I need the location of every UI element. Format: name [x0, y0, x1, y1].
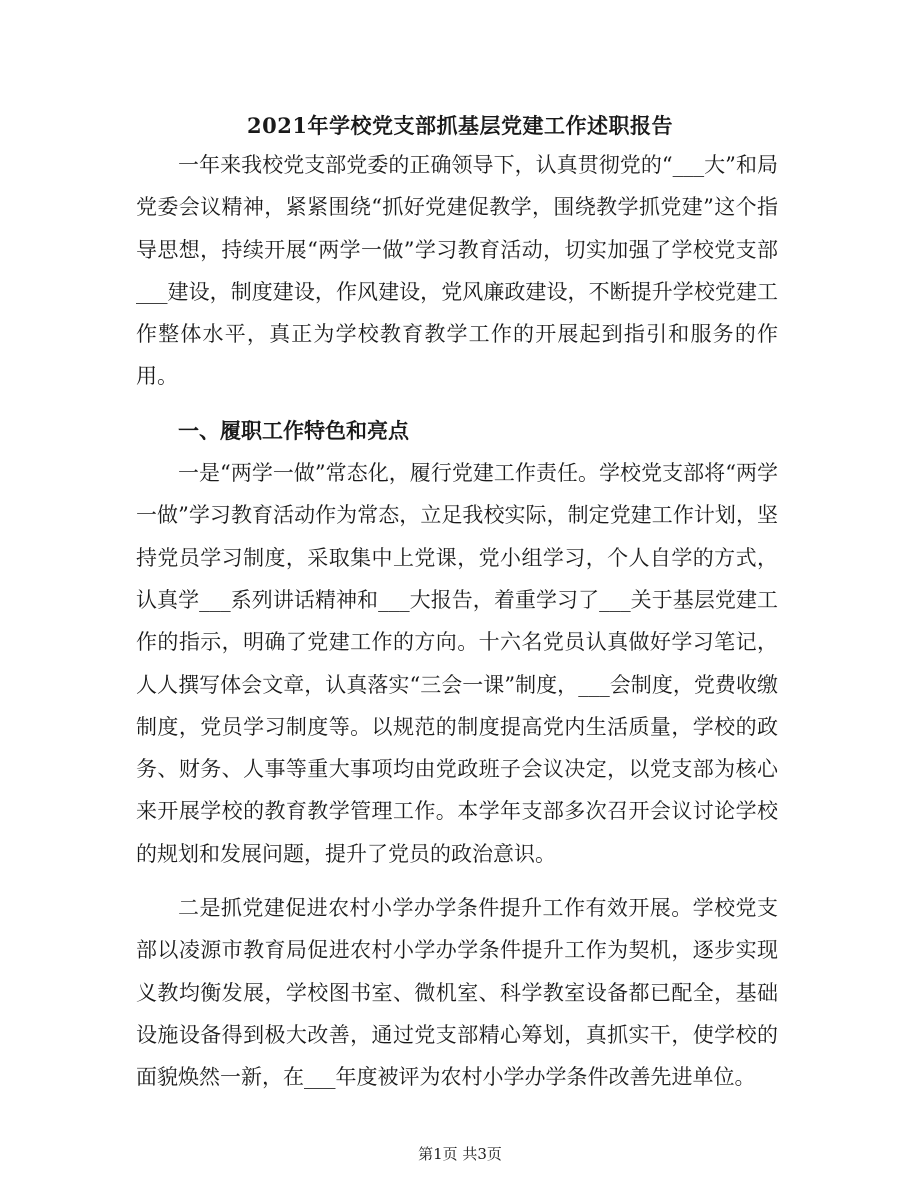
- document-title: 2021年学校党支部抓基层党建工作述职报告: [247, 113, 673, 138]
- section-heading: 一、履职工作特色和亮点: [178, 417, 409, 443]
- page-number: 第1页 共3页: [418, 1145, 502, 1163]
- paragraph-two: 二是抓党建促进农村小学办学条件提升工作有效开展。学校党支部以凌源市教育局促进农村小学办学条件提升工作为契机，逐步实现义教均衡发展，学校图书室、微机室、科学教室设备都已配全，基础设施设备得到极大改善，通过党支部精心筹划，真抓实干，使学校的面貌焕然一新，在___年度被评为农村小学办学条件改善先进单位。: [136, 896, 778, 1090]
- paragraph-one: 一是“两学一做”常态化，履行党建工作责任。学校党支部将“两学一做”学习教育活动作为常态，立足我校实际，制定党建工作计划，坚持党员学习制度，采取集中上党课，党小组学习，个人自学的方式，认真学___系列讲话精神和___大报告，着重学习了___关于基层党建工作的指示，明确了党建工作的方向。十六名党员认真做好学习笔记，人人撰写体会文章，认真落实“三会一课”制度，___会制度，党费收缴制度，党员学习制度等。以规范的制度提高党内生活质量，学校的政务、财务、人事等重大事项均由党政班子会议决定，以党支部为核心来开展学校的教育教学管理工作。本学年支部多次召开会议讨论学校的规划和发展问题，提升了党员的政治意识。: [136, 461, 778, 866]
- document-body: [136, 144, 778, 1099]
- paragraph-gap: [136, 875, 778, 887]
- intro-paragraph: 一年来我校党支部党委的正确领导下，认真贯彻党的“___大”和局党委会议精神，紧紧围绕“抓好党建促教学，围绕教学抓党建”这个指导思想，持续开展“两学一做”学习教育活动，切实加强了学校党支部___建设，制度建设，作风建设，党风廉政建设，不断提升学校党建工作整体水平，真正为学校教育教学工作的开展起到指引和服务的作用。: [136, 153, 778, 389]
- paragraph-gap: [136, 398, 778, 410]
